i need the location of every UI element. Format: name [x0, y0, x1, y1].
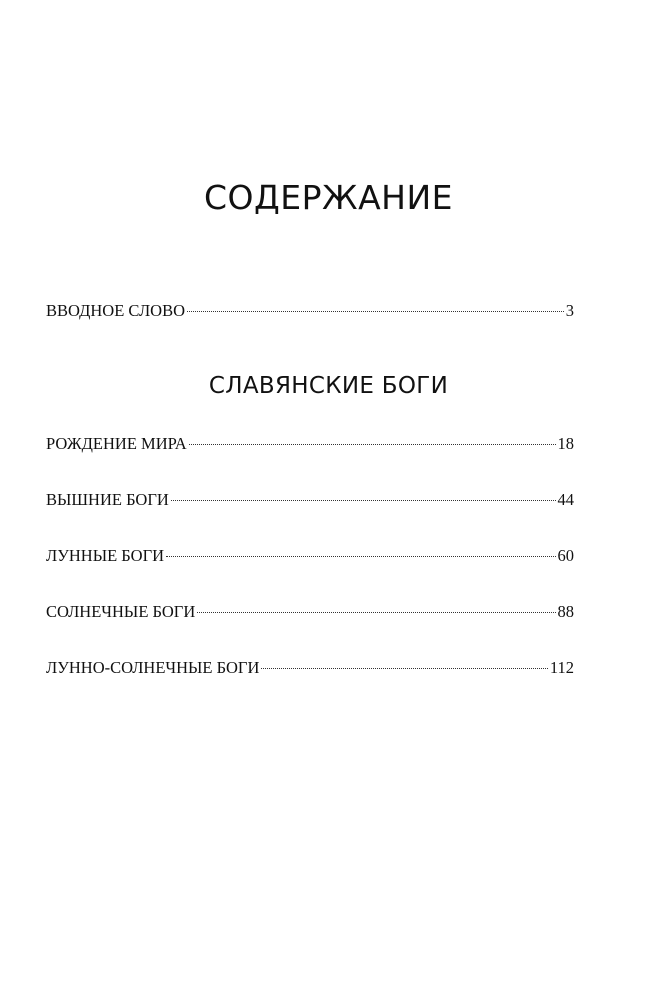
- toc-leader-dots: [261, 668, 547, 669]
- section-title: СЛАВЯНСКИЕ БОГИ: [208, 373, 449, 399]
- toc-entry-label: РОЖДЕНИЕ МИРА: [46, 434, 187, 453]
- toc-leader-dots: [187, 311, 564, 312]
- toc-entry-label: ЛУННО-СОЛНЕЧНЫЕ БОГИ: [46, 658, 260, 677]
- toc-entry[interactable]: [46, 600, 574, 624]
- toc-entry-label: ЛУННЫЕ БОГИ: [46, 546, 165, 565]
- toc-entry-label: ВЫШНИЕ БОГИ: [46, 490, 169, 509]
- toc-entry-page: 18: [557, 434, 574, 453]
- toc-leader-dots: [189, 444, 556, 445]
- toc-entry-label: ВВОДНОЕ СЛОВО: [46, 301, 186, 320]
- toc-entry-page: 112: [549, 658, 574, 677]
- toc-entry[interactable]: [46, 656, 574, 680]
- toc-entry[interactable]: [46, 544, 574, 568]
- toc-entry-page: 3: [565, 301, 574, 320]
- toc-entry-page: 88: [557, 602, 574, 621]
- toc-entry[interactable]: [46, 488, 574, 512]
- toc-leader-dots: [171, 500, 556, 501]
- toc-entry[interactable]: [46, 432, 574, 456]
- toc-leader-dots: [197, 612, 555, 613]
- toc-entry-page: 44: [557, 490, 574, 509]
- toc-entry-label: СОЛНЕЧНЫЕ БОГИ: [46, 602, 196, 621]
- toc-entry-page: 60: [557, 546, 574, 565]
- page-title: СОДЕРЖАНИЕ: [203, 178, 454, 217]
- toc-leader-dots: [166, 556, 555, 557]
- toc-entry-intro[interactable]: [46, 299, 574, 323]
